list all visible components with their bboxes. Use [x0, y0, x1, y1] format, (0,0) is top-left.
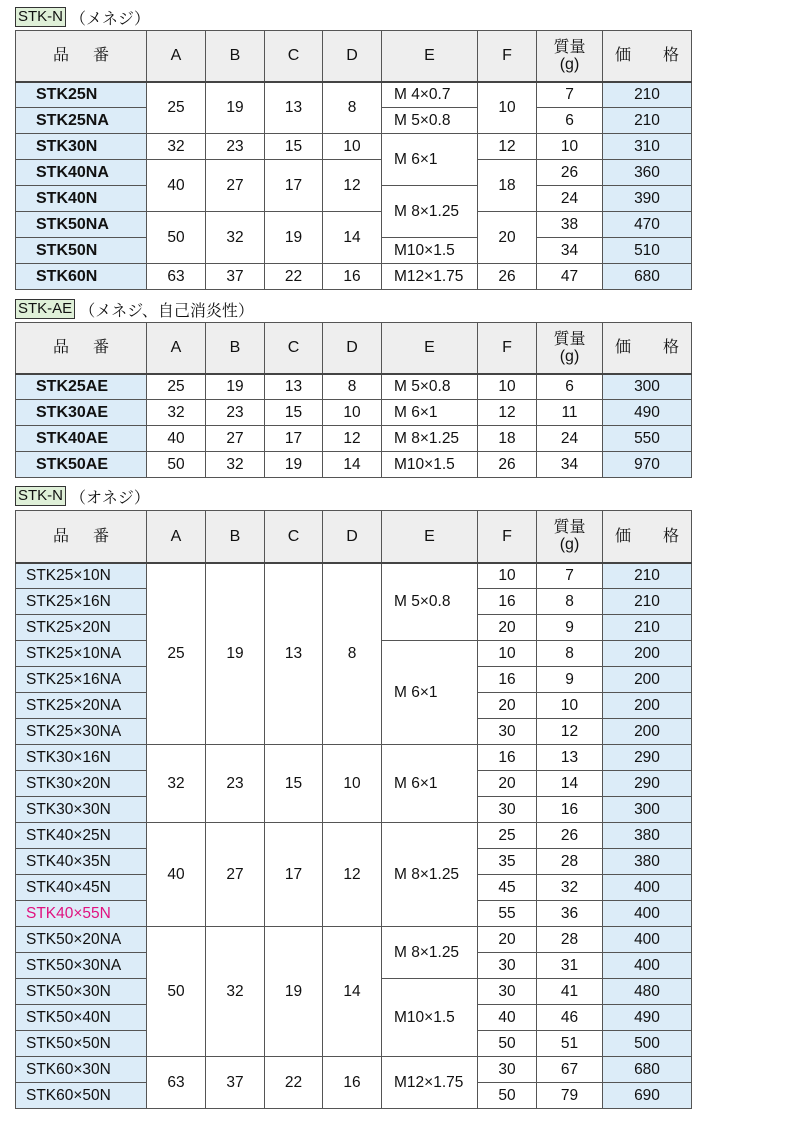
header-d: D: [323, 511, 382, 563]
header-c: C: [265, 31, 323, 82]
cell-b: 27: [206, 426, 265, 452]
part-number: STK30×16N: [16, 745, 147, 771]
cell-f: 16: [478, 745, 537, 771]
part-number: STK40×45N: [16, 875, 147, 901]
cell-d: 14: [323, 452, 382, 478]
cell-f: 18: [478, 426, 537, 452]
cell-f: 20: [478, 771, 537, 797]
cell-price: 210: [603, 563, 692, 589]
header-a: A: [147, 323, 206, 374]
series-suffix: （オネジ）: [70, 489, 150, 507]
cell-c: 17: [265, 426, 323, 452]
cell-mass: 6: [537, 374, 603, 400]
part-number: STK50×20NA: [16, 927, 147, 953]
spec-table-stk-ae: [15, 322, 692, 478]
header-price: 価 格: [603, 323, 692, 374]
part-number: STK50×30N: [16, 979, 147, 1005]
cell-mass: 67: [537, 1057, 603, 1083]
cell-b: 19: [206, 374, 265, 400]
cell-mass: 28: [537, 927, 603, 953]
part-number: STK40×25N: [16, 823, 147, 849]
cell-price: 210: [603, 108, 692, 134]
header-price: 価 格: [603, 511, 692, 563]
cell-e: M 8×1.25: [382, 927, 478, 979]
cell-price: 500: [603, 1031, 692, 1057]
cell-a: 50: [147, 927, 206, 1057]
cell-price: 390: [603, 186, 692, 212]
cell-price: 210: [603, 615, 692, 641]
cell-c: 17: [265, 823, 323, 927]
cell-mass: 41: [537, 979, 603, 1005]
table-row: [16, 426, 692, 452]
cell-price: 680: [603, 264, 692, 290]
cell-e: M 5×0.8: [382, 563, 478, 641]
header-f: F: [478, 31, 537, 82]
cell-d: 12: [323, 823, 382, 927]
part-number: STK25AE: [16, 374, 147, 400]
part-number: STK40NA: [16, 160, 147, 186]
part-number: STK30N: [16, 134, 147, 160]
part-number: STK30×30N: [16, 797, 147, 823]
cell-b: 27: [206, 823, 265, 927]
header-d: D: [323, 323, 382, 374]
cell-mass: 32: [537, 875, 603, 901]
cell-e: M 6×1: [382, 641, 478, 745]
series-badge: STK-N: [15, 7, 66, 27]
part-number: STK50AE: [16, 452, 147, 478]
section-title-stk-n-male: [15, 485, 150, 507]
cell-mass: 8: [537, 589, 603, 615]
cell-d: 12: [323, 426, 382, 452]
cell-mass: 10: [537, 134, 603, 160]
cell-price: 300: [603, 797, 692, 823]
cell-mass: 79: [537, 1083, 603, 1109]
cell-price: 690: [603, 1083, 692, 1109]
cell-f: 10: [478, 374, 537, 400]
cell-mass: 9: [537, 615, 603, 641]
cell-f: 16: [478, 589, 537, 615]
cell-mass: 26: [537, 160, 603, 186]
cell-c: 15: [265, 745, 323, 823]
cell-e: M 6×1: [382, 400, 478, 426]
table-row: [16, 374, 692, 400]
cell-c: 22: [265, 264, 323, 290]
cell-price: 200: [603, 719, 692, 745]
part-number: STK50NA: [16, 212, 147, 238]
cell-b: 32: [206, 212, 265, 264]
cell-f: 10: [478, 563, 537, 589]
cell-mass: 36: [537, 901, 603, 927]
cell-d: 10: [323, 745, 382, 823]
cell-d: 10: [323, 400, 382, 426]
cell-b: 32: [206, 927, 265, 1057]
cell-a: 50: [147, 452, 206, 478]
cell-mass: 47: [537, 264, 603, 290]
cell-d: 12: [323, 160, 382, 212]
header-mass: 質量 (g): [537, 31, 603, 82]
cell-price: 680: [603, 1057, 692, 1083]
cell-mass: 7: [537, 82, 603, 108]
cell-price: 490: [603, 1005, 692, 1031]
part-number: STK50N: [16, 238, 147, 264]
part-number: STK25N: [16, 82, 147, 108]
header-c: C: [265, 511, 323, 563]
cell-price: 200: [603, 667, 692, 693]
cell-d: 16: [323, 264, 382, 290]
cell-mass: 7: [537, 563, 603, 589]
cell-a: 25: [147, 563, 206, 745]
cell-mass: 10: [537, 693, 603, 719]
part-number: STK30AE: [16, 400, 147, 426]
part-number: STK40N: [16, 186, 147, 212]
cell-f: 18: [478, 160, 537, 212]
header-part-no: 品 番: [16, 31, 147, 82]
cell-mass: 9: [537, 667, 603, 693]
cell-e: M 5×0.8: [382, 108, 478, 134]
cell-f: 20: [478, 927, 537, 953]
cell-f: 25: [478, 823, 537, 849]
cell-price: 400: [603, 927, 692, 953]
header-b: B: [206, 511, 265, 563]
cell-f: 50: [478, 1031, 537, 1057]
part-number-highlighted: STK40×55N: [16, 901, 147, 927]
cell-mass: 38: [537, 212, 603, 238]
header-d: D: [323, 31, 382, 82]
cell-price: 470: [603, 212, 692, 238]
header-b: B: [206, 323, 265, 374]
part-number: STK30×20N: [16, 771, 147, 797]
part-number: STK25NA: [16, 108, 147, 134]
header-a: A: [147, 511, 206, 563]
header-e: E: [382, 31, 478, 82]
cell-f: 20: [478, 693, 537, 719]
cell-mass: 31: [537, 953, 603, 979]
header-e: E: [382, 511, 478, 563]
series-badge: STK-N: [15, 486, 66, 506]
cell-f: 26: [478, 264, 537, 290]
cell-price: 360: [603, 160, 692, 186]
cell-e: M 6×1: [382, 745, 478, 823]
cell-f: 26: [478, 452, 537, 478]
header-f: F: [478, 511, 537, 563]
cell-f: 30: [478, 719, 537, 745]
cell-b: 23: [206, 400, 265, 426]
cell-b: 27: [206, 160, 265, 212]
cell-price: 300: [603, 374, 692, 400]
series-badge: STK-AE: [15, 299, 75, 319]
cell-mass: 16: [537, 797, 603, 823]
header-b: B: [206, 31, 265, 82]
section-title-stk-ae: [15, 298, 254, 320]
cell-d: 14: [323, 212, 382, 264]
cell-a: 40: [147, 426, 206, 452]
cell-price: 380: [603, 823, 692, 849]
cell-a: 50: [147, 212, 206, 264]
cell-mass: 34: [537, 452, 603, 478]
part-number: STK25×20N: [16, 615, 147, 641]
spec-table-stk-n-female: [15, 30, 692, 290]
cell-price: 400: [603, 875, 692, 901]
header-a: A: [147, 31, 206, 82]
cell-mass: 13: [537, 745, 603, 771]
cell-a: 40: [147, 160, 206, 212]
cell-d: 8: [323, 82, 382, 134]
cell-d: 16: [323, 1057, 382, 1109]
header-price: 価 格: [603, 31, 692, 82]
table-row: [16, 452, 692, 478]
header-part-no: 品 番: [16, 323, 147, 374]
cell-f: 16: [478, 667, 537, 693]
cell-f: 30: [478, 1057, 537, 1083]
cell-price: 210: [603, 82, 692, 108]
header-e: E: [382, 323, 478, 374]
cell-c: 13: [265, 563, 323, 745]
cell-a: 32: [147, 745, 206, 823]
cell-f: 45: [478, 875, 537, 901]
cell-c: 13: [265, 82, 323, 134]
cell-mass: 24: [537, 426, 603, 452]
cell-f: 12: [478, 134, 537, 160]
cell-e: M12×1.75: [382, 264, 478, 290]
cell-price: 510: [603, 238, 692, 264]
cell-c: 13: [265, 374, 323, 400]
cell-f: 30: [478, 979, 537, 1005]
part-number: STK40AE: [16, 426, 147, 452]
cell-f: 50: [478, 1083, 537, 1109]
header-f: F: [478, 323, 537, 374]
section-title-stk-n-female: [15, 6, 150, 28]
cell-b: 23: [206, 134, 265, 160]
cell-f: 20: [478, 615, 537, 641]
cell-c: 19: [265, 927, 323, 1057]
cell-f: 10: [478, 641, 537, 667]
spec-table-stk-n-male: [15, 510, 692, 1109]
cell-mass: 8: [537, 641, 603, 667]
part-number: STK25×30NA: [16, 719, 147, 745]
cell-price: 210: [603, 589, 692, 615]
header-mass: 質量 (g): [537, 323, 603, 374]
cell-a: 32: [147, 134, 206, 160]
cell-d: 8: [323, 563, 382, 745]
cell-e: M 4×0.7: [382, 82, 478, 108]
cell-price: 400: [603, 901, 692, 927]
part-number: STK25×16N: [16, 589, 147, 615]
cell-b: 37: [206, 1057, 265, 1109]
cell-e: M 5×0.8: [382, 374, 478, 400]
table-row: [16, 400, 692, 426]
cell-c: 15: [265, 400, 323, 426]
cell-d: 14: [323, 927, 382, 1057]
part-number: STK60×30N: [16, 1057, 147, 1083]
cell-mass: 6: [537, 108, 603, 134]
cell-f: 20: [478, 212, 537, 264]
cell-b: 32: [206, 452, 265, 478]
cell-e: M 8×1.25: [382, 426, 478, 452]
cell-price: 310: [603, 134, 692, 160]
cell-a: 25: [147, 374, 206, 400]
cell-price: 290: [603, 771, 692, 797]
part-number: STK25×16NA: [16, 667, 147, 693]
cell-f: 10: [478, 82, 537, 134]
cell-mass: 34: [537, 238, 603, 264]
cell-a: 63: [147, 264, 206, 290]
cell-mass: 28: [537, 849, 603, 875]
cell-a: 25: [147, 82, 206, 134]
cell-e: M10×1.5: [382, 979, 478, 1057]
cell-b: 19: [206, 82, 265, 134]
cell-d: 10: [323, 134, 382, 160]
cell-e: M 8×1.25: [382, 186, 478, 238]
series-suffix: （メネジ、自己消炎性）: [79, 302, 254, 320]
cell-a: 32: [147, 400, 206, 426]
part-number: STK50×50N: [16, 1031, 147, 1057]
part-number: STK25×10NA: [16, 641, 147, 667]
cell-f: 40: [478, 1005, 537, 1031]
cell-f: 12: [478, 400, 537, 426]
cell-c: 17: [265, 160, 323, 212]
header-part-no: 品 番: [16, 511, 147, 563]
cell-price: 400: [603, 953, 692, 979]
cell-b: 37: [206, 264, 265, 290]
cell-c: 19: [265, 212, 323, 264]
cell-a: 40: [147, 823, 206, 927]
cell-b: 23: [206, 745, 265, 823]
part-number: STK60N: [16, 264, 147, 290]
part-number: STK60×50N: [16, 1083, 147, 1109]
cell-e: M10×1.5: [382, 452, 478, 478]
cell-e: M 8×1.25: [382, 823, 478, 927]
cell-a: 63: [147, 1057, 206, 1109]
cell-price: 550: [603, 426, 692, 452]
cell-mass: 14: [537, 771, 603, 797]
cell-f: 30: [478, 953, 537, 979]
cell-mass: 26: [537, 823, 603, 849]
header-mass: 質量 (g): [537, 511, 603, 563]
header-c: C: [265, 323, 323, 374]
cell-mass: 24: [537, 186, 603, 212]
cell-e: M 6×1: [382, 134, 478, 186]
cell-mass: 11: [537, 400, 603, 426]
part-number: STK25×20NA: [16, 693, 147, 719]
cell-c: 22: [265, 1057, 323, 1109]
cell-c: 19: [265, 452, 323, 478]
cell-price: 290: [603, 745, 692, 771]
cell-f: 55: [478, 901, 537, 927]
cell-price: 480: [603, 979, 692, 1005]
cell-price: 380: [603, 849, 692, 875]
cell-c: 15: [265, 134, 323, 160]
cell-price: 490: [603, 400, 692, 426]
cell-price: 970: [603, 452, 692, 478]
cell-price: 200: [603, 641, 692, 667]
cell-price: 200: [603, 693, 692, 719]
cell-mass: 46: [537, 1005, 603, 1031]
part-number: STK25×10N: [16, 563, 147, 589]
cell-e: M12×1.75: [382, 1057, 478, 1109]
cell-mass: 51: [537, 1031, 603, 1057]
cell-f: 35: [478, 849, 537, 875]
cell-b: 19: [206, 563, 265, 745]
cell-f: 30: [478, 797, 537, 823]
part-number: STK50×40N: [16, 1005, 147, 1031]
cell-e: M10×1.5: [382, 238, 478, 264]
cell-mass: 12: [537, 719, 603, 745]
part-number: STK40×35N: [16, 849, 147, 875]
series-suffix: （メネジ）: [70, 10, 151, 28]
cell-d: 8: [323, 374, 382, 400]
part-number: STK50×30NA: [16, 953, 147, 979]
